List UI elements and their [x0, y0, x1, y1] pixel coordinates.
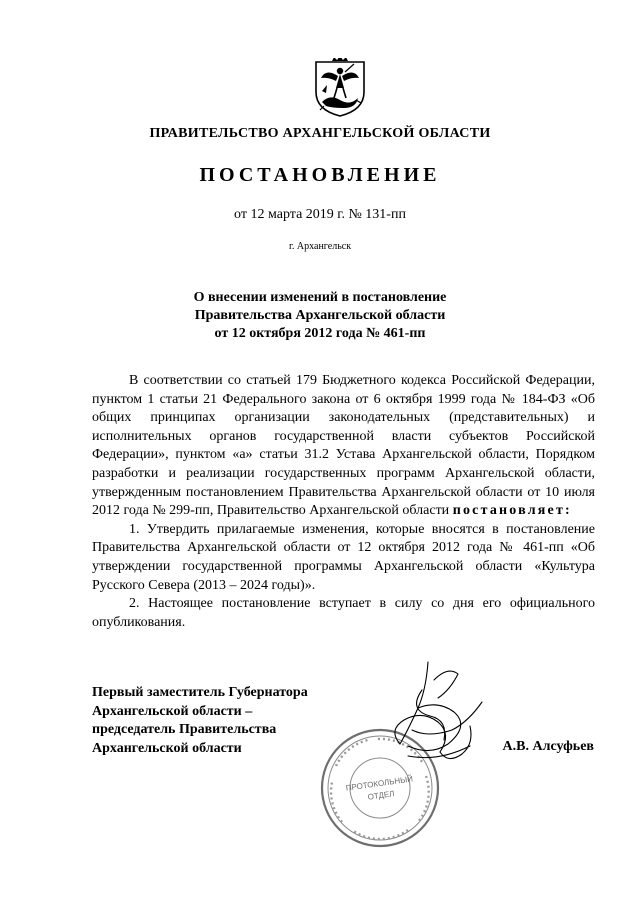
document-city: г. Архангельск	[288, 241, 352, 252]
signer-name: А.В. Алсуфьев	[502, 739, 594, 754]
svg-text:ОТДЕЛ: ОТДЕЛ	[367, 789, 395, 802]
subject-line-1: О внесении изменений в постановление	[193, 290, 447, 305]
government-name: ПРАВИТЕЛЬСТВО АРХАНГЕЛЬСКОЙ ОБЛАСТИ	[149, 126, 491, 141]
subject-line-2: Правительства Архангельской области	[194, 308, 446, 323]
item-2-paragraph: 2. Настоящее постановление вступает в силу со дня его официального опубликования.	[92, 596, 595, 630]
preamble-paragraph	[92, 372, 595, 521]
document-date-number: от 12 марта 2019 г. № 131-пп	[234, 207, 406, 222]
item-1-paragraph: 1. Утвердить прилагаемые изменения, которые вносятся в постановление Правительства Архангельской области от 12 октября 2012 года № 461-пп «Об утверждении государственной программы Архангельской области «Культура Русского Севера (2013 – 2024 годы)».	[92, 521, 595, 593]
document-subject	[0, 289, 640, 343]
svg-text:ПРОТОКОЛЬНЫЙ: ПРОТОКОЛЬНЫЙ	[345, 774, 414, 793]
signer-position-line-4: Архангельской области	[92, 740, 242, 756]
signer-position-line-2: Архангельской области –	[92, 703, 253, 719]
subject-line-3: от 12 октября 2012 года № 461-пп	[214, 326, 426, 341]
signer-position-line-1: Первый заместитель Губернатора	[92, 685, 308, 700]
document-body	[92, 372, 595, 632]
preamble-text: В соответствии со статьей 179 Бюджетного кодекса Российской Федерации, пунктом 1 статьи 21 Федерального закона от 6 октября 1999 года № 184-ФЗ «Об общих принципах организации законодательных (представительных) и исполнительных органов государственной власти субъектов Российской Федерации», пунктом «а» статьи 31.2 Устава Архангельской области, Порядком разработки и реализации государственных программ Архангельской области, утвержденным постановлением Правительства Архангельской области от 10 июля 2012 года № 299-пп, Правительство Архангельской области	[92, 373, 595, 519]
signer-position-line-3: председатель Правительства	[92, 722, 277, 737]
coat-of-arms-icon	[312, 58, 368, 118]
signer-position	[92, 684, 308, 758]
document-type-title: ПОСТАНОВЛЕНИЕ	[199, 164, 441, 186]
decree-word: постановляет:	[452, 503, 572, 519]
handwritten-signature	[378, 660, 488, 770]
